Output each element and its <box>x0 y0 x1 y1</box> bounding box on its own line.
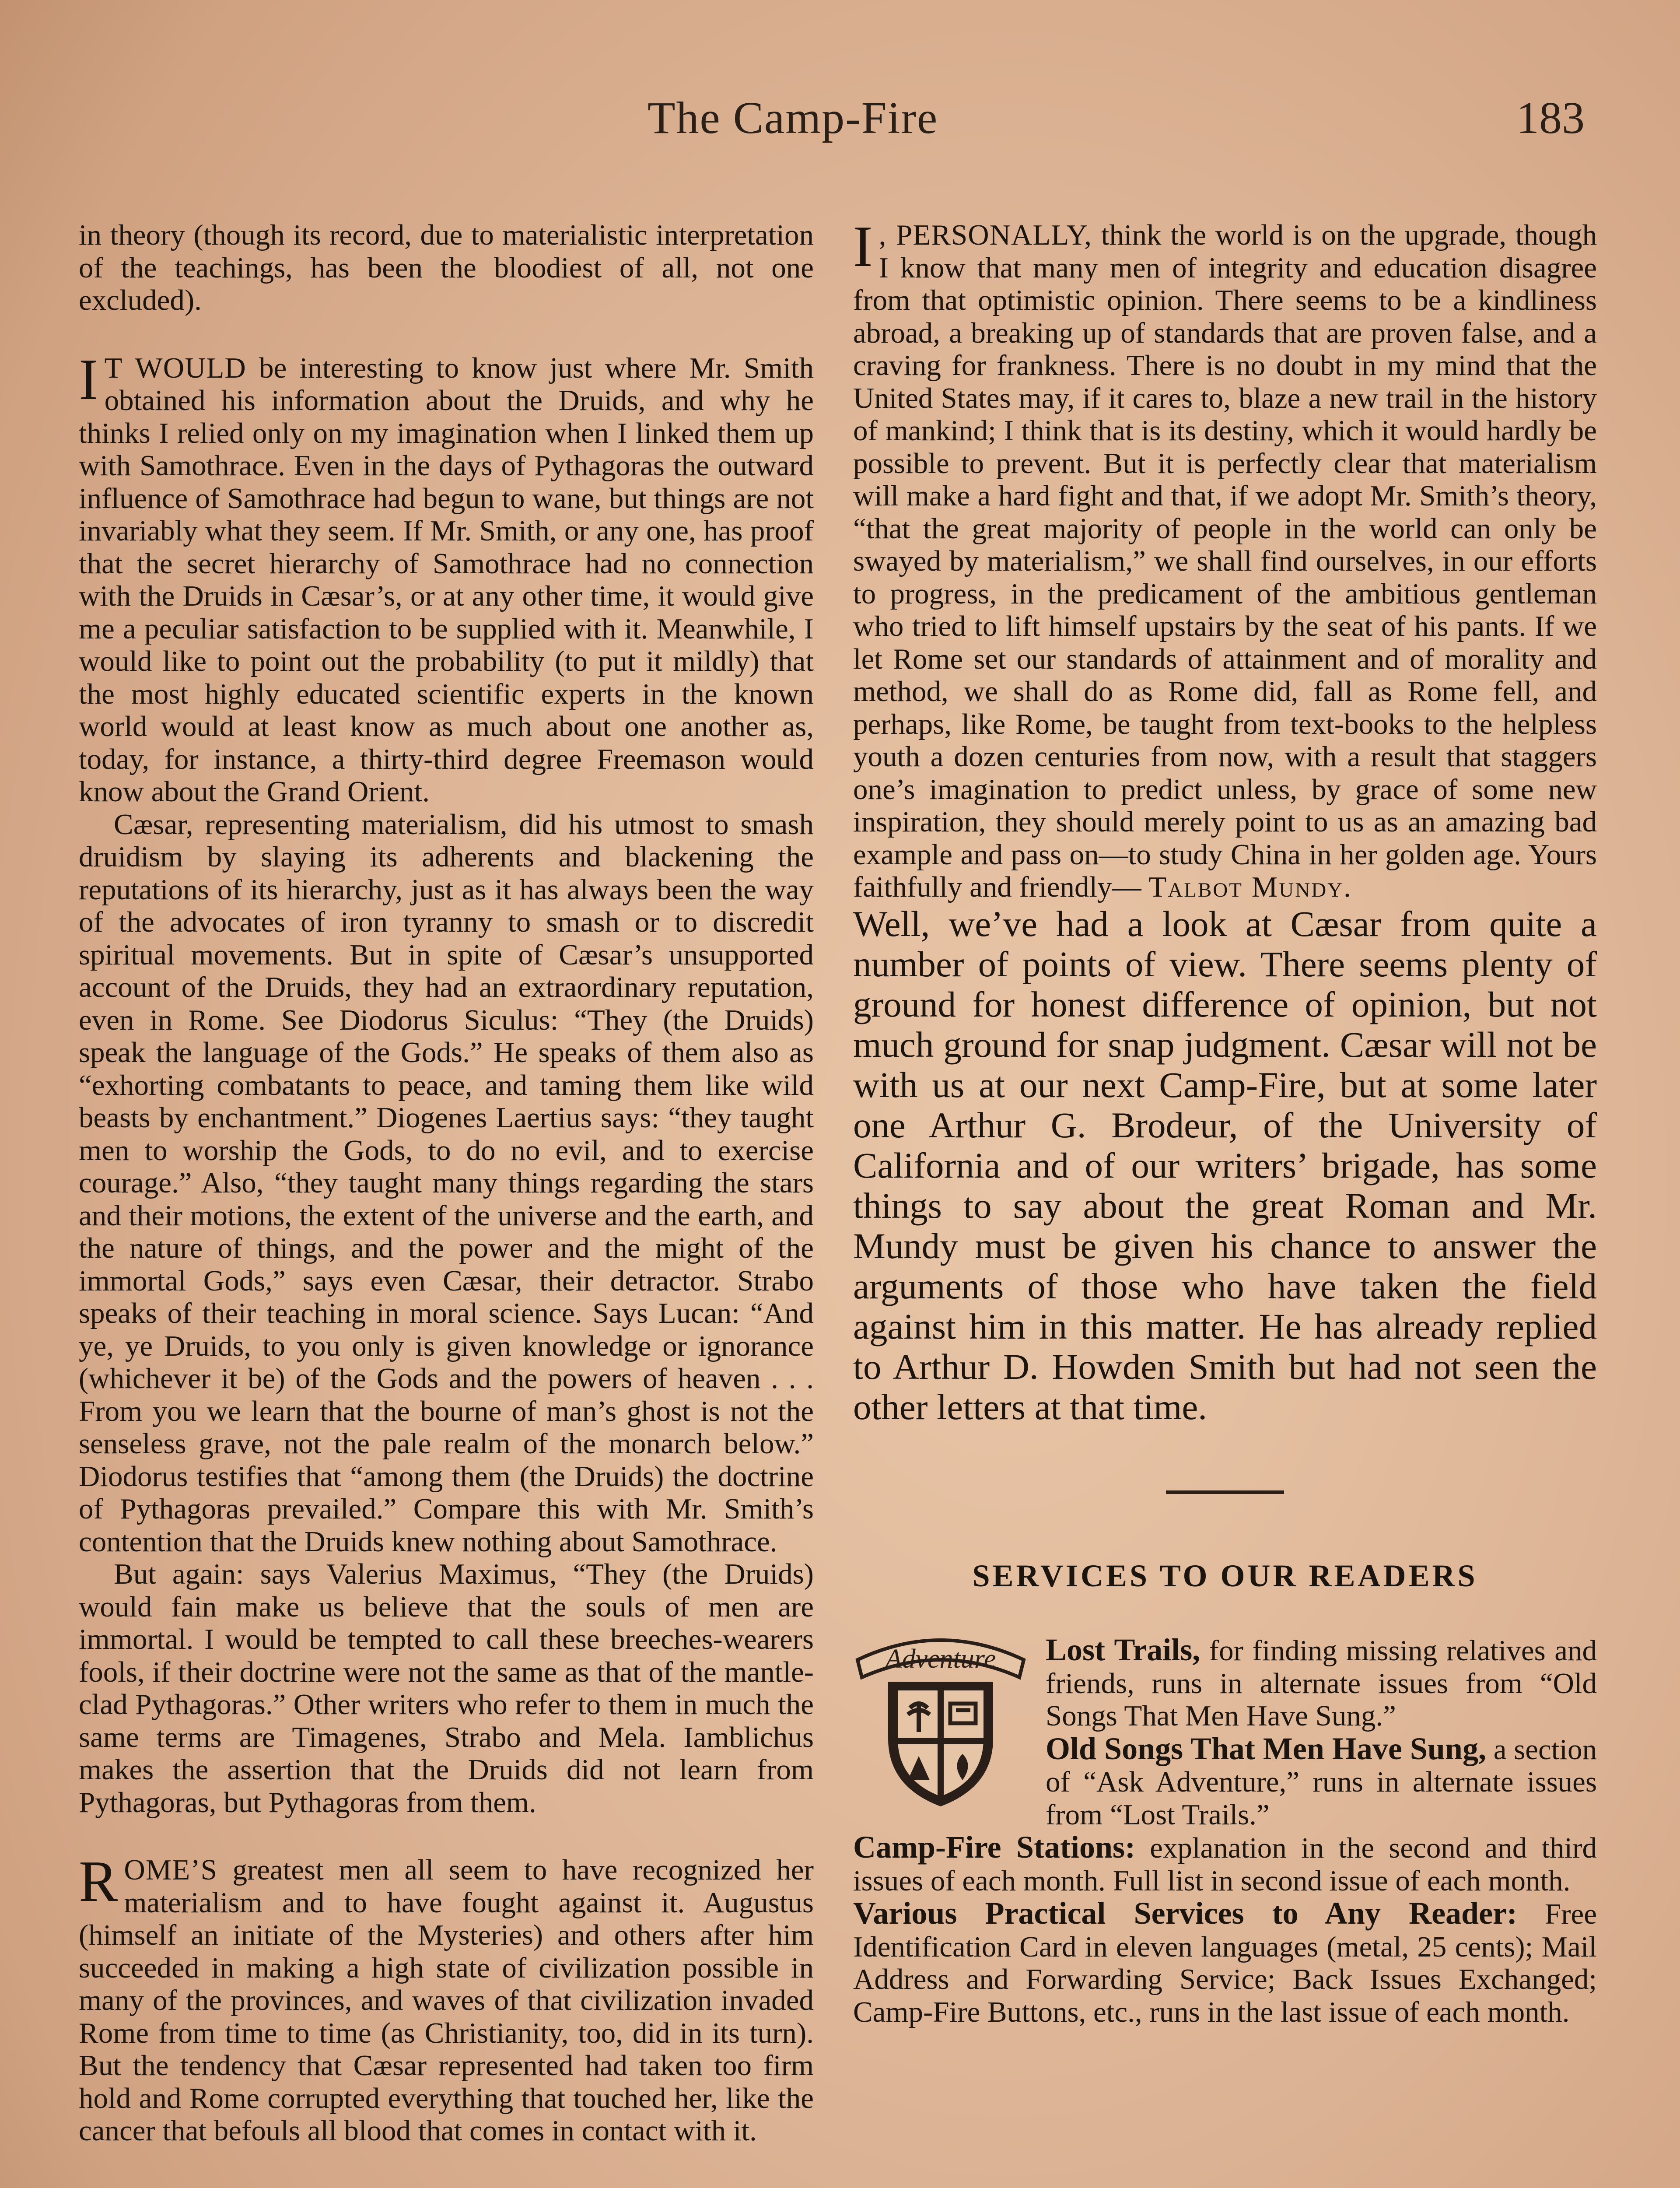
service-text: for finding missing relatives and friends, runs in alternate issues from “Old Songs That Men Have Sung.” <box>1046 1634 1597 1732</box>
adventure-crest-icon <box>849 1629 1032 1813</box>
lead-in-caps: OME’S <box>124 1854 217 1886</box>
service-lead: Old Songs That Men Have Sung, <box>1046 1731 1486 1766</box>
paragraph-druids-info <box>79 347 814 808</box>
paragraph-text: think the world is on the upgrade, though I know that many men of integrity and education disagree from that optimistic opinion. There seems to be a kindliness abroad, a breaking up of standards that are proven false, and a craving for frankness. There is no doubt in my mind that the United States may, if it cares to, blaze a new trail in the history of mankind; I think that is its destiny, which it would hardly be possible to prevent. But it is perfectly clear that materialism will make a hard fight and that, if we adopt Mr. Smith’s theory, “that the great majority of people in the world can only be swayed by materialism,” we shall find ourselves, in our efforts to progress, in the predicament of the ambitious gentleman who tried to lift himself upstairs by the seat of his pants. If we let Rome set our standards of attainment and of morality and method, we shall do as Rome did, fall as Rome fell, and perhaps, like Rome, be taught from text-books to the helpless youth a dozen centuries from now, with a result that staggers one’s imagination to predict unless, by grace of some new inspiration, they should merely point to us as an amazing bad example and pass on—to study China in her golden age. Yours faithfully and friendly— <box>853 219 1597 903</box>
paragraph-opening: in theory (though its record, due to materialistic interpretation of the teachings, has been the bloodiest of all, not one excluded). <box>79 219 814 316</box>
service-lead: Various Practical Services to Any Reader: <box>853 1896 1517 1931</box>
services-heading: SERVICES TO OUR READERS <box>972 1558 1478 1593</box>
editor-note: Well, we’ve had a look at Cæsar from quite a number of points of view. There seems plenty of ground for honest difference of opinion, but not much ground for snap judgment. Cæsar will not be with us at our next Camp-Fire, but at some later one Arthur G. Brodeur, of the University of California and of our writers’ brigade, has some things to say about the great Roman and Mr. Mundy must be given his chance to answer the arguments of those who have taken the field against him in this matter. He has already replied to Arthur D. Howden Smith but had not seen the other letters at that time. <box>853 903 1597 1427</box>
paragraph-personally <box>853 214 1597 904</box>
running-head <box>0 92 1680 153</box>
lead-in-caps: T WOULD <box>104 351 246 384</box>
crest-logo-lettering: Adventure <box>885 1644 996 1674</box>
service-lost-trails <box>853 1634 1597 1732</box>
page-title: The Camp-Fire <box>648 93 938 143</box>
section-divider <box>1166 1490 1284 1494</box>
drop-cap: R <box>79 1849 118 1914</box>
right-column <box>853 214 1597 2028</box>
paragraph-caesar-materialism: Cæsar, representing materialism, did his utmost to smash druidism by slaying its adherents and blackening the reputations of its hierarchy, just as it has always been the way of the advocates of iron tyranny to smash or to discredit spiritual movements. But in spite of Cæsar’s unsupported account of the Druids, they had an extraordinary reputation, even in Rome. See Diodorus Siculus: “They (the Druids) speak the language of the Gods.” He speaks of them also as “exhorting combatants to peace, and taming them like wild beasts by enchantment.” Diogenes Laertius says: “they taught men to worship the Gods, to do no evil, and to exercise courage.” Also, “they taught many things regarding the stars and their motions, the extent of the universe and the earth, and the nature of things, and the power and the might of the immortal Gods,” says even Cæsar, their detractor. Strabo speaks of their teaching in moral science. Says Lucan: “And ye, ye Druids, to you only is given knowledge or ignorance (whichever it be) of the Gods and the powers of heaven . . . From you we learn that the bourne of man’s ghost is not the senseless grave, not the pale realm of the monarch below.” Diodorus testifies that “among them (the Druids) the doctrine of Pythagoras prevailed.” Compare this with Mr. Smith’s contention that the Druids knew nothing about Samothrace. <box>79 808 814 1558</box>
lead-in-caps: , PERSONALLY, <box>878 219 1092 251</box>
service-lead: Camp-Fire Stations: <box>853 1830 1136 1865</box>
service-text: Free Identification Card in eleven languages (metal, 25 cents); Mail Address and Forwarding Service; Back Issues Exchanged; Camp-Fire Buttons, etc., runs in the last issue of each month. <box>853 1898 1597 2028</box>
service-lead: Lost Trails, <box>1046 1632 1200 1667</box>
drop-cap: I <box>853 214 873 279</box>
paragraph-text: be interesting to know just where Mr. Smith obtained his information about the Druids, and why he thinks I relied only on my imagination when I linked them up with Samothrace. Even in the days of Pythagoras the outward influence of Samothrace had begun to wane, but things are not invariably what they seem. If Mr. Smith, or any one, has proof that the secret hierarchy of Samothrace had no connection with the Druids in Cæsar’s, or at any other time, it would give me a peculiar satisfaction to be supplied with it. Meanwhile, I would like to point out the probability (to put it mildly) that the most highly educated scientific experts in the known world would at least know as much about one another as, today, for instance, a thirty-third degree Freemason would know about the Grand Orient. <box>79 351 814 808</box>
paragraph-text: greatest men all seem to have recognized her materialism and to have fought against it. Augustus (himself an initiate of the Mysteries) and others after him succeeded in making a high state of civilization possible in many of the provinces, and waves of that civilization invaded Rome from time to time (as Christianity, too, did in its turn). But the tendency that Cæsar represented had taken too firm hold and Rome corrupted everything that touched her, like the cancer that befouls all blood that comes in contact with it. <box>79 1854 814 2147</box>
service-practical-services <box>853 1897 1597 2028</box>
service-text: a section of “Ask Adventure,” runs in alternate issues from “Lost Trails.” <box>1046 1733 1597 1831</box>
paragraph-rome <box>79 1849 814 2147</box>
service-camp-fire-stations <box>853 1831 1597 1897</box>
left-column <box>79 219 814 2147</box>
drop-cap: I <box>79 347 98 412</box>
paragraph-valerius-maximus: But again: says Valerius Maximus, “They (the Druids) would fain make us believe that the souls of men are immortal. I would be tempted to call these breeches-wearers fools, if their doctrine were not the same as that of the mantle-clad Pythagoras.” Other writers who refer to them in much the same terms are Timagenes, Strabo and Mela. Iamblichus makes the assertion that the Druids did not learn from Pythagoras, but Pythagoras from them. <box>79 1558 814 1819</box>
author-signature: Talbot Mundy. <box>1148 871 1352 903</box>
service-text: explanation in the second and third issues of each month. Full list in second issue of each month. <box>853 1832 1597 1897</box>
page-number: 183 <box>1516 93 1585 143</box>
